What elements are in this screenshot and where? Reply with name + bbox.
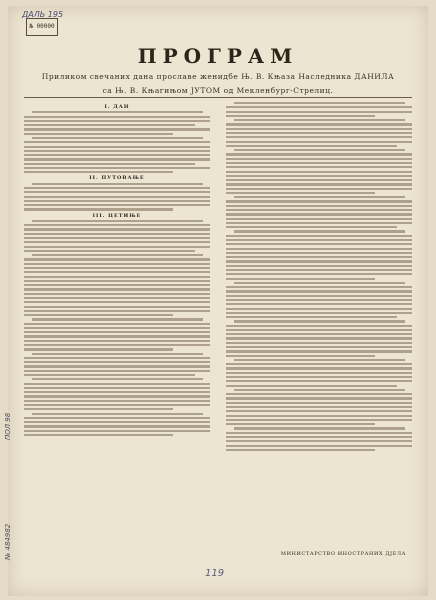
- handwritten-note-side-2: № 484982: [4, 523, 12, 560]
- page-subtitle: Приликом свечаних дана прославе женидбе Њ. В. Књаза Наследника ДАНИЛА: [41, 72, 395, 81]
- section-heading-1: I. ДАН: [104, 104, 130, 110]
- archive-stamp: № 00000: [26, 18, 58, 36]
- page-title: ПРОГРАМ: [137, 44, 299, 68]
- title-rule: [24, 97, 412, 98]
- left-column: [24, 102, 210, 438]
- ministry-signature: МИНИСТАРСТВО ИНОСТРАНИХ ДЈЕЛА: [280, 551, 406, 557]
- page-number: 119: [205, 568, 225, 579]
- page-subtitle-2: са Њ. В. Књагињом ЈУТОМ од Мекленбург-Стрелиц.: [102, 86, 334, 95]
- section-heading-3: III. ЦЕТИЊЕ: [92, 212, 142, 219]
- handwritten-note-side-1: ПОЛ 98: [4, 412, 12, 440]
- right-column: [226, 102, 412, 453]
- section-heading-2: II. ПУТОВАЊЕ: [89, 175, 145, 182]
- handwritten-note-top: ДАЛЬ 195: [22, 10, 64, 19]
